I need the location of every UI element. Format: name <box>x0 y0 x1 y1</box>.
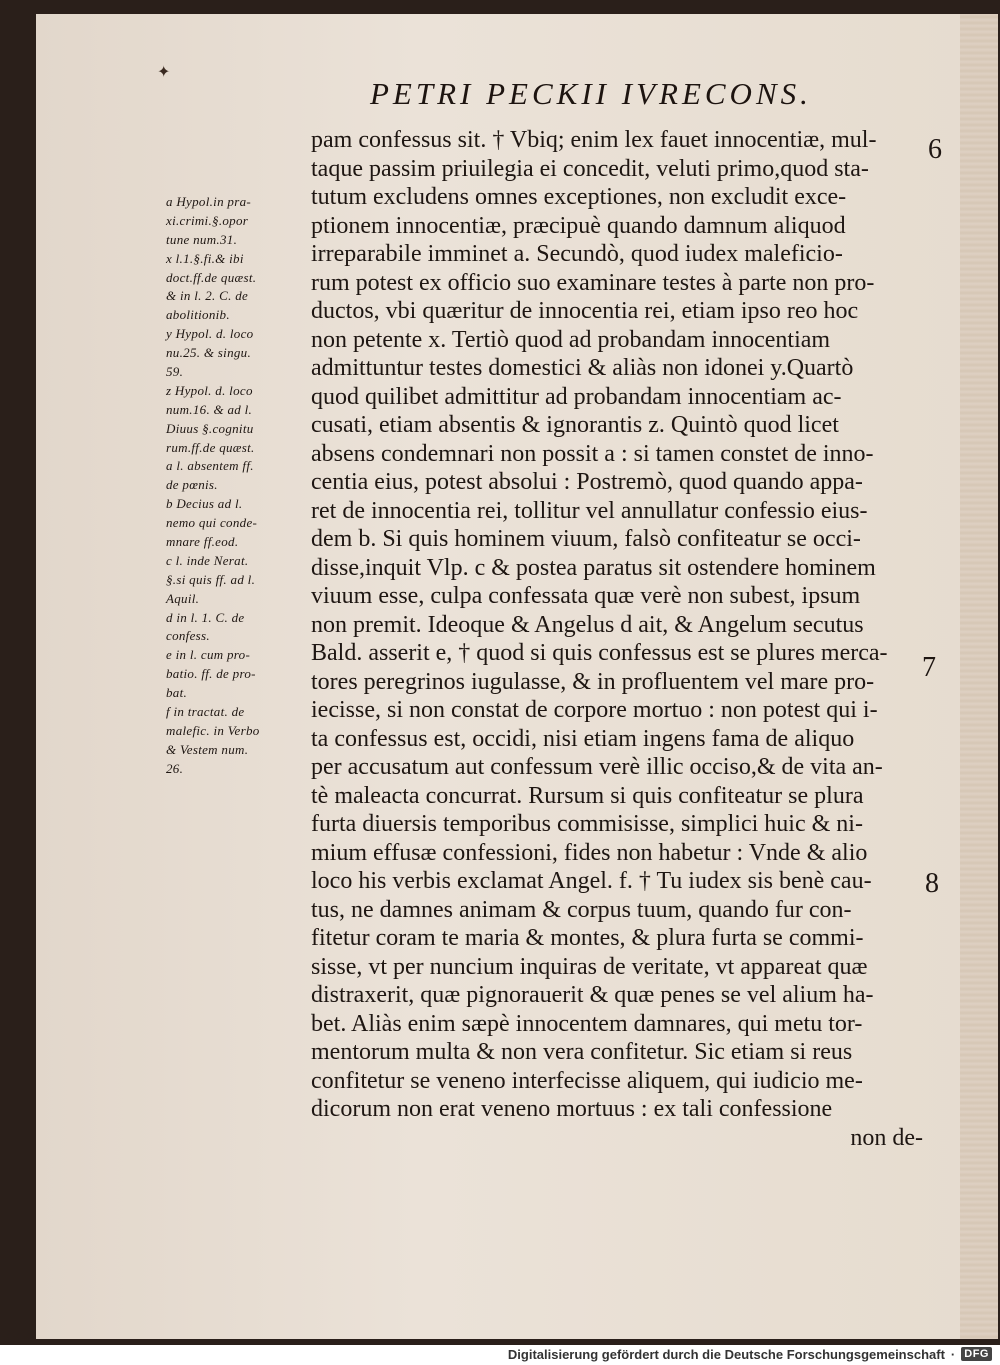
running-title: PETRI PECKII IVRECONS. <box>370 76 812 111</box>
margin-note-line: Aquil. <box>166 590 200 606</box>
text-line: mentorum multa & non vera confitetur. Sic etiam si reus <box>311 1039 853 1065</box>
text-line: confitetur se veneno interfecisse aliquem, qui iudicio me- <box>311 1067 863 1094</box>
margin-note-line: nemo qui conde- <box>166 515 258 531</box>
margin-note-line: x l.1.§.fi.& ibi <box>166 250 244 266</box>
margin-note-line: xi.crimi.§.opor <box>166 212 249 228</box>
text-line: absens condemnari non possit a : si tamen constet de inno- <box>311 440 874 467</box>
main-text-block <box>311 126 923 1152</box>
footer-credit: Digitalisierung gefördert durch die Deutsche Forschungsgemeinschaft · DFG <box>508 1345 992 1363</box>
text-line: taque passim priuilegia ei concedit, veluti primo,quod sta- <box>311 155 869 182</box>
section-number-8: 8 <box>925 868 939 899</box>
text-line: tus, ne damnes animam & corpus tuum, quando fur con- <box>311 896 852 923</box>
dfg-logo-icon: DFG <box>961 1347 992 1361</box>
text-line: mium effusæ confessioni, fides non habetur : Vnde & alio <box>311 839 868 866</box>
margin-notes <box>166 193 312 779</box>
text-line: Bald. asserit e, † quod si quis confessus est se plures merca- <box>311 640 888 666</box>
margin-note-line: bat. <box>166 685 188 701</box>
margin-note-line: 26. <box>166 760 184 776</box>
text-line: ta confessus est, occidi, nisi etiam ingens fama de aliquo <box>311 725 855 752</box>
ornament-mark: ✦ <box>157 64 171 81</box>
margin-note-line: doct.ff.de quæst. <box>166 269 257 285</box>
margin-note-line: de pœnis. <box>166 477 218 493</box>
text-line: rum potest ex officio suo examinare testes à parte non pro- <box>311 269 875 296</box>
margin-note-line: 59. <box>166 364 184 380</box>
margin-note-line: e in l. cum pro- <box>166 647 251 663</box>
page-edge <box>960 14 998 1339</box>
text-line: non petente x. Tertiò quod ad probandam innocentiam <box>311 326 831 353</box>
margin-note-line: y Hypol. d. loco <box>166 326 254 342</box>
margin-note-line: malefic. in Verbo <box>166 722 260 738</box>
margin-note-line: a Hypol.in pra- <box>166 194 252 209</box>
text-line: tutum excludens omnes exceptiones, non excludit exce- <box>311 184 847 210</box>
text-line: quod quilibet admittitur ad probandam innocentiam ac- <box>311 383 842 410</box>
margin-note-line: num.16. & ad l. <box>166 401 253 417</box>
text-line: loco his verbis exclamat Angel. f. † Tu iudex sis benè cau- <box>311 868 872 894</box>
section-number-6: 6 <box>928 134 942 165</box>
text-line: sisse, vt per nuncium inquiras de veritate, vt appareat quæ <box>311 953 868 980</box>
text-line: admittuntur testes domestici & aliàs non idonei y.Quartò <box>311 355 854 381</box>
margin-note-line: & in l. 2. C. de <box>166 288 249 304</box>
text-line: tè maleacta concurrat. Rursum si quis confiteatur se plura <box>311 782 864 809</box>
margin-note-line: rum.ff.de quæst. <box>166 439 255 455</box>
text-line: centia eius, potest absolui : Postremò, quod quando appa- <box>311 469 863 495</box>
margin-note-line: tune num.31. <box>166 231 238 247</box>
text-line: ptionem innocentiæ, præcipuè quando damnum aliquod <box>311 212 846 239</box>
margin-note-line: b Decius ad l. <box>166 496 243 512</box>
text-line: ductos, vbi quæritur de innocentia rei, etiam ipso reo hoc <box>311 298 859 324</box>
text-line: non premit. Ideoque & Angelus d ait, & Angelum secutus <box>311 611 864 638</box>
text-line: irreparabile imminet a. Secundò, quod iudex maleficio- <box>311 241 843 267</box>
footer-text: Digitalisierung gefördert durch die Deutsche Forschungsgemeinschaft <box>507 1346 945 1362</box>
margin-note-line: mnare ff.eod. <box>166 534 239 550</box>
section-number-7: 7 <box>922 652 936 683</box>
text-line: cusati, etiam absentis & ignorantis z. Quintò quod licet <box>311 412 839 438</box>
margin-note-line: batio. ff. de pro- <box>166 666 256 682</box>
text-line: bet. Aliàs enim sæpè innocentem damnares, qui metu tor- <box>311 1010 863 1037</box>
margin-note-line: f in tractat. de <box>166 704 245 720</box>
margin-note-line: a l. absentem ff. <box>166 458 254 474</box>
text-line: viuum esse, culpa confessata quæ verè non subest, ipsum <box>311 583 861 609</box>
margin-note-line: d in l. 1. C. de <box>166 609 245 625</box>
margin-note-line: & Vestem num. <box>166 741 249 757</box>
text-line: distraxerit, quæ pignorauerit & quæ penes se vel alium ha- <box>311 982 874 1008</box>
text-line: fitetur coram te maria & montes, & plura furta se commi- <box>311 925 864 951</box>
text-line: tores peregrinos iugulasse, & in profluentem vel mare pro- <box>311 668 875 695</box>
margin-note-line: confess. <box>166 628 210 644</box>
margin-note-line: z Hypol. d. loco <box>166 382 253 398</box>
text-line: dem b. Si quis hominem viuum, falsò confiteatur se occi- <box>311 526 861 552</box>
margin-note-line: nu.25. & singu. <box>166 345 252 361</box>
text-line: non de- <box>850 1124 923 1151</box>
text-line: disse,inquit Vlp. c & postea paratus sit ostendere hominem <box>311 554 876 581</box>
margin-note-line: c l. inde Nerat. <box>166 552 249 568</box>
text-line: dicorum non erat veneno mortuus : ex tali confessione <box>311 1096 833 1122</box>
text-line: per accusatum aut confessum verè illic occiso,& de vita an- <box>311 754 883 780</box>
text-line: ret de innocentia rei, tollitur vel annullatur confessio eius- <box>311 497 868 524</box>
margin-note-line: Diuus §.cognitu <box>166 420 254 436</box>
text-line: furta diuersis temporibus commisisse, simplici huic & ni- <box>311 811 863 837</box>
text-line: pam confessus sit. † Vbiq; enim lex fauet innocentiæ, mul- <box>311 127 877 153</box>
text-line: iecisse, si non constat de corpore mortuo : non potest qui i- <box>311 697 878 723</box>
margin-note-line: §.si quis ff. ad l. <box>166 571 256 587</box>
margin-note-line: abolitionib. <box>166 307 230 323</box>
